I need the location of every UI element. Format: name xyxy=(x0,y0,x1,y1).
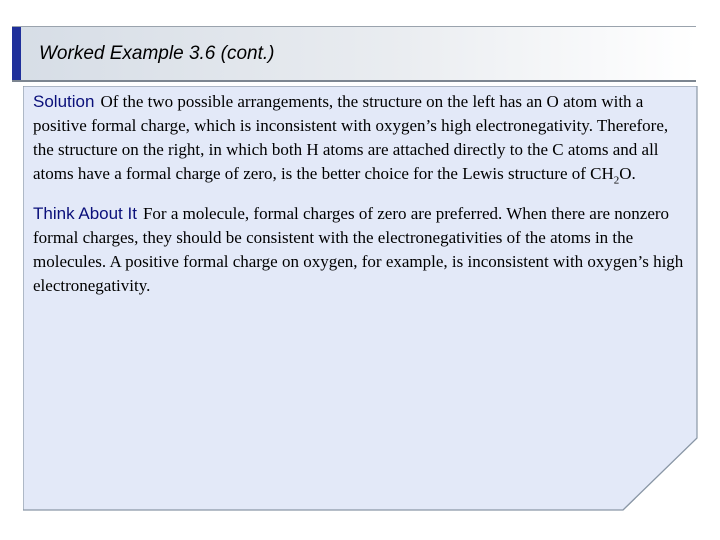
content-panel xyxy=(23,86,698,511)
solution-heading: Solution xyxy=(33,92,95,111)
think-about-it-text: For a molecule, formal charges of zero are preferred. When there are nonzero formal charges, they should be consistent with the electronegativities of the atoms in the molecules. A positive formal charge on oxygen, for example, is inconsistent with oxygen’s high electronegativity. xyxy=(33,204,684,295)
solution-text: Of the two possible arrangements, the structure on the left has an O atom with a positive formal charge, which is inconsistent with oxygen’s high electronegativity. Therefore, the structure on the right, in which both H atoms are attached directly to the C atoms and all atoms have a formal charge of zero, is the better choice for the Lewis structure of CH xyxy=(33,92,669,183)
slide-title: Worked Example 3.6 (cont.) xyxy=(39,43,275,64)
solution-subscript: 2 xyxy=(613,174,620,187)
title-accent-bar xyxy=(12,27,21,80)
content-text xyxy=(33,90,693,314)
think-about-it-paragraph xyxy=(33,202,693,298)
think-about-it-heading: Think About It xyxy=(33,204,137,223)
solution-text-end: O. xyxy=(619,164,636,183)
solution-paragraph xyxy=(33,90,693,186)
title-bar xyxy=(12,26,696,82)
